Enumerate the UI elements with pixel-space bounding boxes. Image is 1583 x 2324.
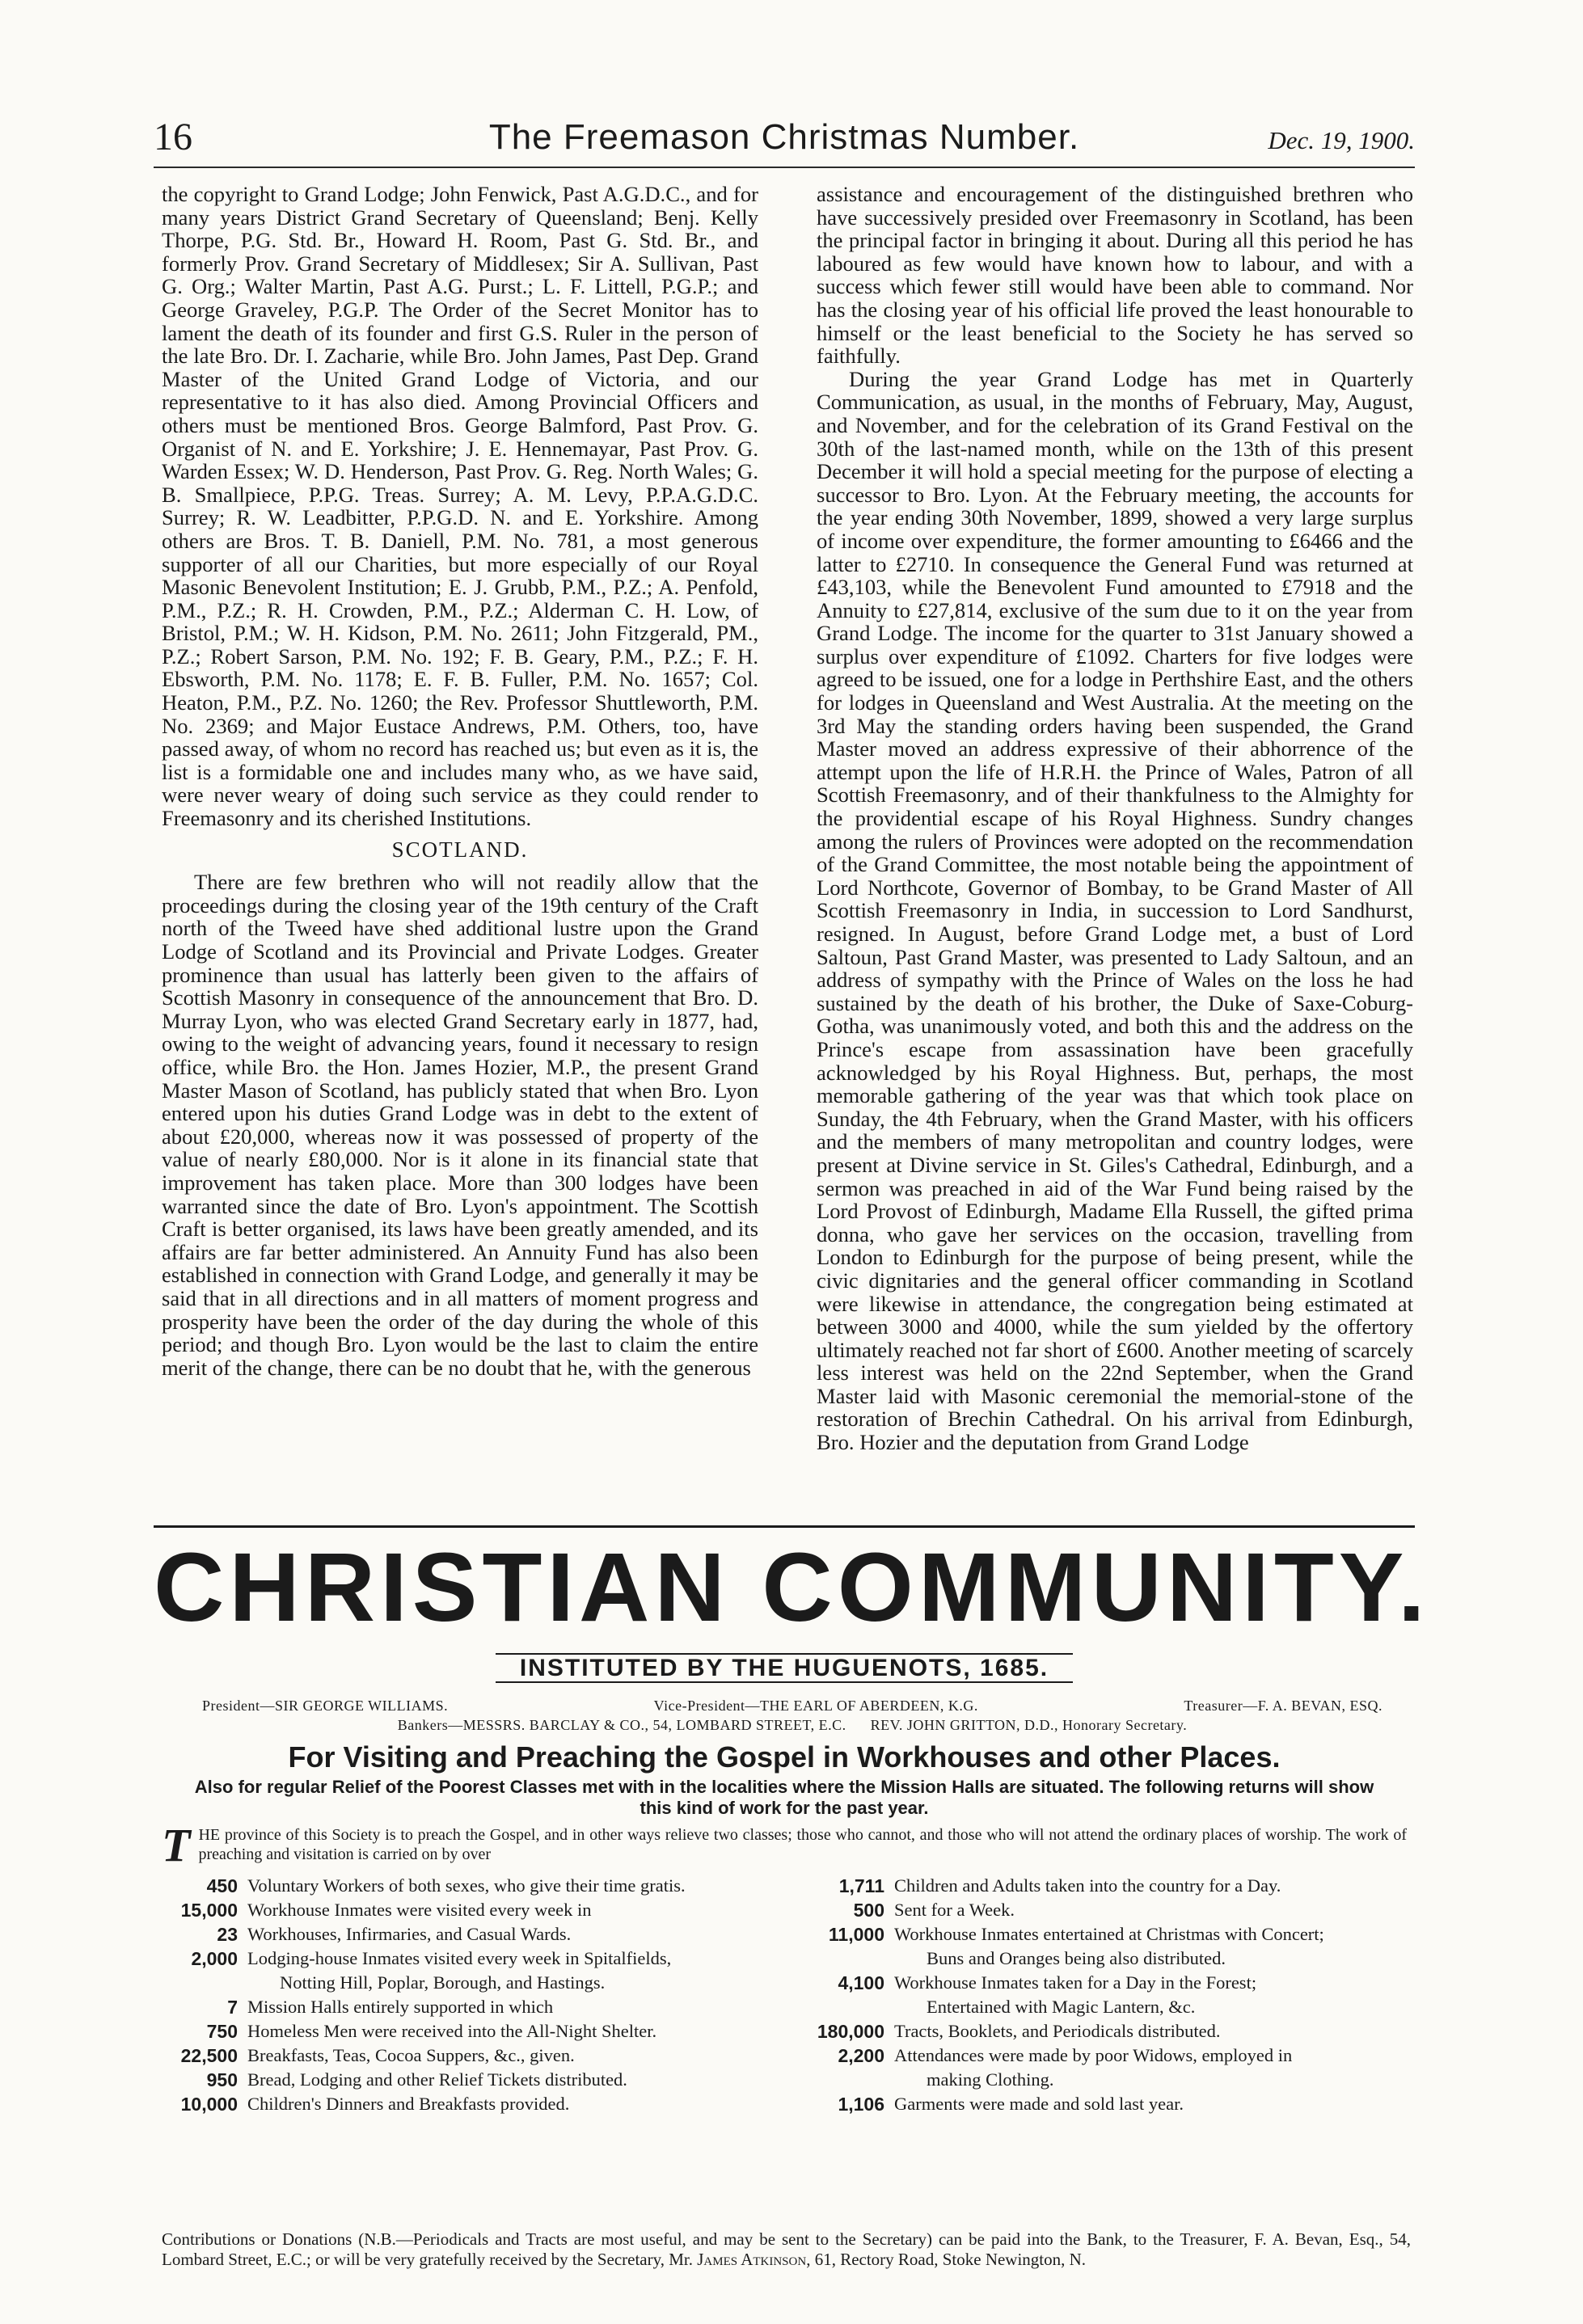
stat-text: Workhouse Inmates were visited every week in <box>247 1900 592 1920</box>
stat-row <box>808 1971 1407 2019</box>
officer-president: President—SIR GEORGE WILLIAMS. <box>202 1698 449 1714</box>
stat-text-continued: Buns and Oranges being also distributed. <box>927 1948 1226 1968</box>
article-paragraph: During the year Grand Lodge has met in Quarterly Communication, as usual, in the months of February, May, August, and November, and for the celebration of its Grand Festival on the 30th of the last-named month, while on the 13th of this present December it will hold a special meeting for the purpose of electing a successor to Bro. Lyon. At the February meeting, the accounts for the year ending 30th November, 1899, showed a very large surplus of income over expenditure, the former amounting to £6466 and the latter to £2710. In consequence the General Fund was returned at £43,103, while the Benevolent Fund amounted to £7918 and the Annuity to £27,814, exclusive of the sum due to it on the year from Grand Lodge. The income for the quarter to 31st January showed a surplus over expenditure of £1092. Charters for five lodges were agreed to be issued, one for a lodge in Perthshire East, and the others for lodges in Queensland and West Australia. At the meeting on the 3rd May the standing orders having been suspended, the Grand Master moved an address expressive of their abhorrence of the attempt upon the life of H.R.H. the Prince of Wales, Patron of all Scottish Freemasonry, and of their thankfulness to the Almighty for the providential escape of his Royal Highness. Sundry changes among the rulers of Provinces were adopted on the recommendation of the Grand Committee, the most notable being the appointment of Lord Northcote, Governor of Bombay, to be Grand Master of All Scottish Freemasonry in India, in succession to Lord Sandhurst, resigned. In August, before Grand Lodge met, a bust of Lord Saltoun, Past Grand Master, was presented to Lady Saltoun, and an address of sympathy with the Prince of Wales on the loss he had sustained by the death of his brother, the Duke of Saxe-Coburg-Gotha, was unanimously voted, and both this and the address on the Prince's escape from assassination have been gracefully acknowledged by his Royal Highness. But, perhaps, the most memorable gathering of the year was that which took place on Sunday, the 4th February, when the Grand Master, with his officers and the members of many metropolitan and country lodges, were present at Divine service in St. Giles's Cathedral, Edinburgh, and a sermon was preached in aid of the War Fund being raised by the Lord Provost of Edinburgh, Madame Ella Russell, the gifted prima donna, who gave her services on the occasion, travelling from London to Edinburgh for the purpose of being present, while the civic dignitaries and the general officer commanding in Scotland were likewise in attendance, the congregation being estimated at between 3000 and 4000, while the sum yielded by the offertory ultimately reached not far short of £600. Another meeting of scarcely less interest was held on the 22nd September, when the Grand Master laid with Masonic ceremonial the memorial-stone of the restoration of Brechin Cathedral. On his arrival from Edinburgh, Bro. Hozier and the deputation from Grand Lodge <box>817 366 1413 1455</box>
stat-row <box>162 1995 792 2019</box>
stats-list-right <box>808 1874 1407 2116</box>
advertisement-also: Also for regular Relief of the Poorest Classes met with in the localities where the Mission Halls are situated. The following returns will show this kind of work for the past year. <box>194 1777 1374 1818</box>
officer-vice-president: Vice-President—THE EARL OF ABERDEEN, K.G. <box>653 1698 978 1714</box>
article-paragraph: There are few brethren who will not readily allow that the proceedings during the closing year of the 19th century of the Craft north of the Tweed have shed additional lustre upon the Grand Lodge of Scotland and its Provincial and Private Lodges. Greater prominence than usual has latterly been given to the affairs of Scottish Masonry in consequence of the announcement that Bro. D. Murray Lyon, who was elected Grand Secretary early in 1877, had, owing to the weight of advancing years, found it necessary to resign office, while Bro. the Hon. James Hozier, M.P., the present Grand Master Mason of Scotland, has publicly stated that when Bro. Lyon entered upon his duties Grand Lodge was in debt to the extent of about £20,000, whereas now it was possessed of property of the value of nearly £80,000. Nor is it alone in its financial state that improvement has taken place. More than 300 lodges have been warranted since the date of Bro. Lyon's appointment. The Scottish Craft is better organised, its laws have been greatly amended, and its affairs are far better administered. An Annuity Fund has also been established in connection with Grand Lodge, and generally it may be said that in all directions and in all matters of moment progress and prosperity have been the order of the day during the whole of this period; and though Bro. Lyon would be the last to claim the entire merit of the change, there can be no doubt that he, with the generous <box>162 870 758 1380</box>
stat-number: 180,000 <box>817 2021 884 2042</box>
stat-number: 2,200 <box>838 2045 884 2066</box>
header-rule <box>154 167 1415 168</box>
stat-number: 11,000 <box>828 1924 884 1945</box>
article-paragraph: the copyright to Grand Lodge; John Fenwick, Past A.G.D.C., and for many years District Grand Secretary of Queensland; Benj. Kelly Thorpe, P.G. Std. Br., Howard H. Room, Past G. Std. Br., and formerly Prov. Grand Secretary of Middlesex; Sir A. Sullivan, Past G. Org.; Walter Martin, Past A.G. Purst.; L. F. Littell, P.G.P.; and George Graveley, P.G.P. The Order of the Secret Monitor has to lament the death of its founder and first G.S. Ruler in the person of the late Bro. Dr. I. Zacharie, while Bro. John James, Past Dep. Grand Master of the United Grand Lodge of Victoria, and our representative to it has also died. Among Provincial Officers and others must be mentioned Bros. George Balmford, Past Prov. G. Organist of N. and E. Yorkshire; J. E. Hennemayar, Past Prov. G. Warden Essex; W. D. Henderson, Past Prov. G. Reg. North Wales; G. B. Smallpiece, P.P.G. Treas. Surrey; A. M. Levy, P.P.A.G.D.C. Surrey; R. W. Leadbitter, P.P.G.D. N. and E. Yorkshire. Among others are Bros. T. B. Daniell, P.M. No. 781, a most generous supporter of all our Charities, but more especially of our Royal Masonic Benevolent Institution; E. J. Grubb, P.M., P.Z.; A. Penfold, P.M., P.Z.; R. H. Crowden, P.M., P.Z.; Alderman C. H. Low, of Bristol, P.M.; W. H. Kidson, P.M. No. 2611; John Fitzgerald, PM., P.Z.; Robert Sarson, P.M. No. 192; F. B. Geary, P.M., P.Z.; F. H. Ebsworth, P.M. No. 1178; E. F. B. Fuller, P.M. No. 1657; Col. Heaton, P.M., P.Z. No. 1260; the Rev. Professor Shuttleworth, P.M. No. 2369; and Major Eustace Andrews, P.M. Others, too, have passed away, of whom no record has reached us; but even as it is, the list is a formidable one and includes many who, as we have said, were never weary of doing such service as they could render to Freemasonry and its cherished Institutions. <box>162 182 758 831</box>
contributions-note <box>162 2229 1411 2270</box>
advertisement-title-text: CHRISTIAN COMMUNITY. <box>154 1532 1430 1642</box>
stat-row <box>808 2044 1407 2092</box>
stat-text: Workhouse Inmates entertained at Christmas with Concert; <box>894 1924 1324 1944</box>
stat-row <box>808 1922 1407 1971</box>
stat-number: 7 <box>227 1997 238 2018</box>
stat-number: 1,106 <box>838 2094 884 2115</box>
article-column-left <box>162 183 758 1379</box>
stat-text: Workhouses, Infirmaries, and Casual Wards. <box>247 1924 572 1944</box>
stat-number: 750 <box>206 2021 238 2042</box>
stat-row <box>162 1947 792 1995</box>
stat-row <box>162 1874 792 1898</box>
stat-number: 500 <box>853 1900 884 1921</box>
stat-text: Lodging-house Inmates visited every week in Spitalfields, <box>247 1948 672 1968</box>
page-number: 16 <box>154 116 192 158</box>
stat-number: 450 <box>206 1875 238 1896</box>
stat-text-continued: Notting Hill, Poplar, Borough, and Hastings. <box>280 1972 606 1993</box>
stats-list-left <box>162 1874 792 2116</box>
stat-row <box>808 1898 1407 1922</box>
stat-row <box>808 2092 1407 2116</box>
stat-number: 23 <box>217 1924 238 1945</box>
issue-date: Dec. 19, 1900. <box>1268 126 1415 154</box>
officers-list <box>202 1696 1382 1735</box>
stat-number: 950 <box>206 2069 238 2090</box>
stat-text: Sent for a Week. <box>894 1900 1015 1920</box>
stat-row <box>162 2068 792 2092</box>
contributions-text: Contributions or Donations (N.B.—Periodicals and Tracts are most useful, and may be sent to the Secretary) can be paid into the Bank, to the Treasurer, F. A. Bevan, Esq., 54, Lombard Street, E.C.; or will be very gratefully received by the Secretary, Mr. <box>162 2229 1411 2269</box>
stat-text: Homeless Men were received into the All-Night Shelter. <box>247 2021 657 2041</box>
stat-text: Mission Halls entirely supported in which <box>247 1997 554 2017</box>
article-column-right <box>817 183 1413 1454</box>
intro-text: HE province of this Society is to preach the Gospel, and in other ways relieve two classes; those who cannot, and those who will not attend the ordinary places of worship. The work of preaching and visitation is carried on by over <box>198 1826 1407 1863</box>
running-header <box>154 113 1415 163</box>
stat-number: 22,500 <box>180 2045 238 2066</box>
stat-number: 2,000 <box>191 1948 238 1969</box>
advertisement-subtitle-text: INSTITUTED BY THE HUGUENOTS, 1685. <box>496 1653 1073 1683</box>
article-paragraph: assistance and encouragement of the distinguished brethren who have successively presided over Freemasonry in Scotland, has been the principal factor in bringing it about. During all this period he has laboured as few would have known how to labour, and with a success which fewer still would have been able to command. Nor has the closing year of his official life proved the least honourable to himself or the least beneficial to the Society he has served so faithfully. <box>817 182 1413 369</box>
officer-treasurer: Treasurer—F. A. BEVAN, ESQ. <box>1184 1698 1382 1714</box>
section-heading-scotland: SCOTLAND. <box>391 837 529 862</box>
article-divider <box>154 1525 1415 1528</box>
stat-number: 15,000 <box>180 1900 238 1921</box>
stat-row <box>808 1874 1407 1898</box>
contributions-address: , 61, Rectory Road, Stoke Newington, N. <box>806 2250 1087 2269</box>
stat-row <box>162 1898 792 1922</box>
secretary-name: James Atkinson <box>697 2250 807 2269</box>
officer-secretary: REV. JOHN GRITTON, D.D., Honorary Secretary. <box>870 1717 1188 1733</box>
stat-text-continued: Entertained with Magic Lantern, &c. <box>927 1997 1196 2017</box>
stat-row <box>808 2019 1407 2044</box>
advertisement-title <box>154 1530 1430 1643</box>
advertisement-intro <box>162 1819 1407 1871</box>
stat-text: Children's Dinners and Breakfasts provided. <box>247 2094 570 2114</box>
stat-row <box>162 2092 792 2116</box>
stat-text-continued: making Clothing. <box>927 2069 1054 2090</box>
advertisement-purpose: For Visiting and Preaching the Gospel in Workhouses and other Places. <box>288 1740 1281 1774</box>
stat-text: Attendances were made by poor Widows, employed in <box>894 2045 1293 2065</box>
stat-text: Children and Adults taken into the country for a Day. <box>894 1875 1281 1896</box>
stat-text: Breakfasts, Teas, Cocoa Suppers, &c., given. <box>247 2045 575 2065</box>
officer-bankers: Bankers—MESSRS. BARCLAY & CO., 54, LOMBARD STREET, E.C. <box>397 1717 846 1733</box>
stat-text: Voluntary Workers of both sexes, who give their time gratis. <box>247 1875 686 1896</box>
stat-text: Garments were made and sold last year. <box>894 2094 1184 2114</box>
stat-number: 1,711 <box>838 1875 884 1896</box>
stat-row <box>162 2019 792 2044</box>
stat-number: 4,100 <box>838 1972 884 1993</box>
publication-title: The Freemason Christmas Number. <box>488 117 1080 157</box>
drop-cap: T <box>162 1819 191 1871</box>
stat-row <box>162 1922 792 1947</box>
stat-text: Tracts, Booklets, and Periodicals distributed. <box>894 2021 1221 2041</box>
stat-row <box>162 2044 792 2068</box>
stat-text: Bread, Lodging and other Relief Tickets distributed. <box>247 2069 627 2090</box>
advertisement-subtitle <box>154 1654 1415 1683</box>
stat-number: 10,000 <box>180 2094 238 2115</box>
stat-text: Workhouse Inmates taken for a Day in the Forest; <box>894 1972 1257 1993</box>
